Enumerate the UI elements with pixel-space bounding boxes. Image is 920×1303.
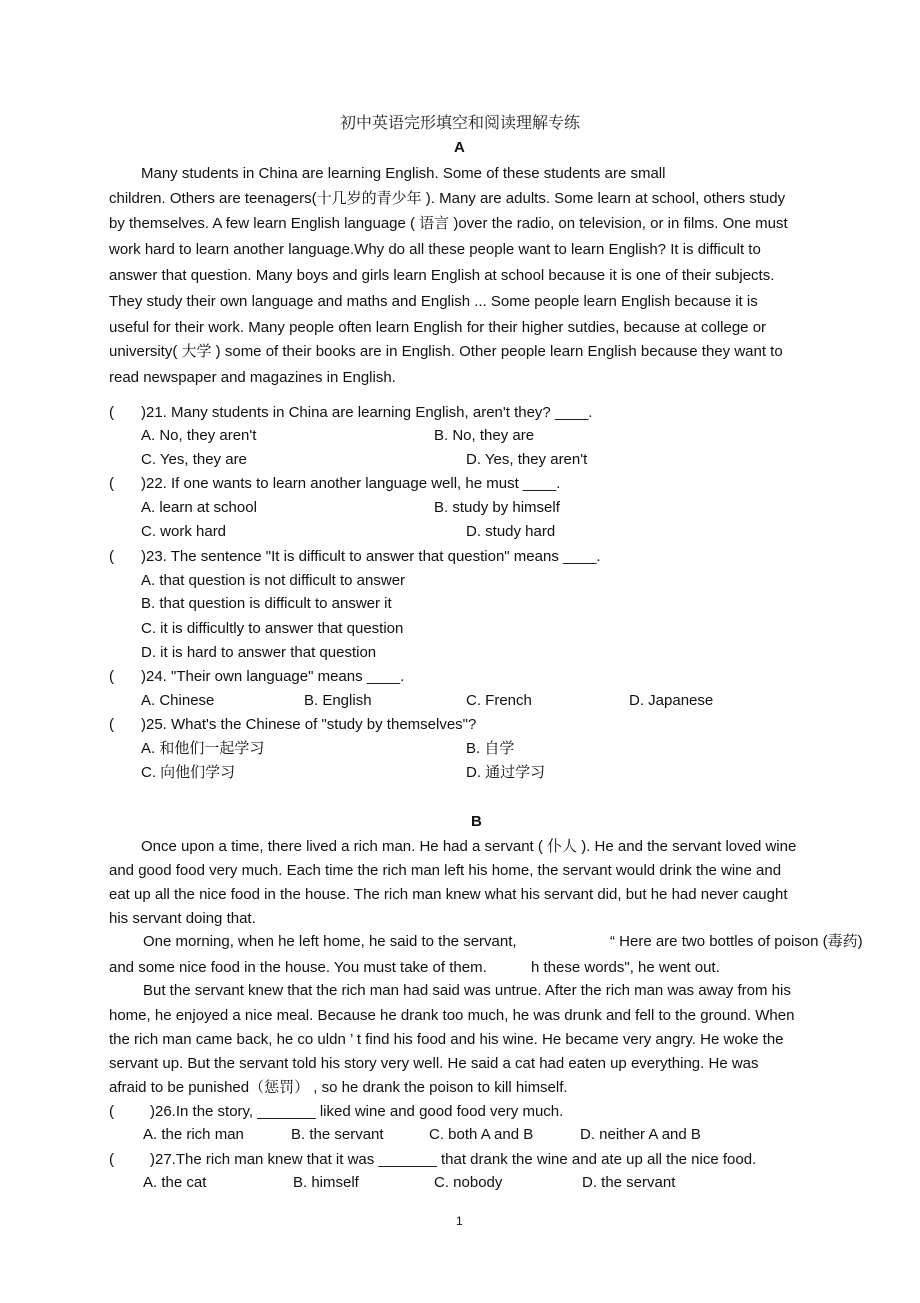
option-d: D. neither A and B [580,1126,701,1143]
passage-line: Many students in China are learning English. Some of these students are small [141,165,666,182]
option-d: D. 通过学习 [466,764,546,781]
passage-line: answer that question. Many boys and girls learn English at school because it is one of their subjects. [109,267,775,284]
question-stem: )21. Many students in China are learning English, aren't they? ____. [141,404,593,421]
option-d: D. study hard [466,523,556,540]
passage-line: One morning, when he left home, he said to the servant, [143,933,517,950]
passage-line: servant up. But the servant told his story very well. He said a cat had eaten up everything. He was [109,1055,759,1072]
answer-blank[interactable]: ( [109,404,114,421]
option-d: D. it is hard to answer that question [141,644,377,661]
question-stem: )22. If one wants to learn another language well, he must ____. [141,475,561,492]
option-d: D. Japanese [629,692,714,709]
passage-line: by themselves. A few learn English language ( 语言 )over the radio, on television, or in films. One must [109,215,788,232]
answer-blank[interactable]: ( [109,668,114,685]
passage-line: university( 大学 ) some of their books are in English. Other people learn English because they want to [109,343,783,360]
question-stem: )26.In the story, _______ liked wine and good food very much. [150,1103,564,1120]
option-c: C. work hard [141,523,227,540]
section-a-heading: A [454,139,465,156]
passage-line: h these words", he went out. [531,959,720,976]
option-b: B. English [304,692,372,709]
question-stem: )24. "Their own language" means ____. [141,668,405,685]
section-b-heading: B [471,813,482,830]
option-b: B. 自学 [466,740,515,757]
passage-line: children. Others are teenagers(十几岁的青少年 ). Many are adults. Some learn at school, others study [109,190,786,207]
option-b: B. study by himself [434,499,560,516]
option-c: C. it is difficultly to answer that question [141,620,404,637]
passage-line: They study their own language and maths and English ... Some people learn English because it is [109,293,758,310]
option-a: A. Chinese [141,692,215,709]
option-d: D. Yes, they aren't [466,451,588,468]
passage-line: But the servant knew that the rich man had said was untrue. After the rich man was away from his [143,982,791,999]
passage-line: useful for their work. Many people often learn English for their higher sutdies, because at college or [109,319,767,336]
question-stem: )25. What's the Chinese of "study by themselves"? [141,716,477,733]
document-title: 初中英语完形填空和阅读理解专练 [339,113,580,132]
passage-line: home, he enjoyed a nice meal. Because he drank too much, he was drunk and fell to the ground. When [109,1007,795,1024]
passage-line: work hard to learn another language.Why do all these people want to learn English? It is difficult to [109,241,761,258]
option-a: A. 和他们一起学习 [141,740,265,757]
passage-line: “ Here are two bottles of poison (毒药) [610,933,863,950]
option-b: B. No, they are [434,427,535,444]
option-c: C. French [466,692,532,709]
passage-line: and good food very much. Each time the rich man left his home, the servant would drink the wine and [109,862,782,879]
option-a: A. the cat [143,1174,207,1191]
page-number: 1 [456,1214,463,1228]
option-a: A. that question is not difficult to answer [141,572,406,589]
passage-line: eat up all the nice food in the house. The rich man knew what his servant did, but he had never caught [109,886,788,903]
answer-blank[interactable]: ( [109,1103,114,1120]
answer-blank[interactable]: ( [109,548,114,565]
answer-blank[interactable]: ( [109,475,114,492]
passage-line: afraid to be punished（惩罚） , so he drank the poison to kill himself. [109,1079,568,1096]
option-a: A. No, they aren't [141,427,257,444]
passage-line: read newspaper and magazines in English. [109,369,396,386]
option-b: B. himself [293,1174,359,1191]
option-b: B. that question is difficult to answer it [141,595,392,612]
option-d: D. the servant [582,1174,676,1191]
option-c: C. 向他们学习 [141,764,236,781]
passage-line: the rich man came back, he co uldn ’ t find his food and his wine. He became very angry. He woke the [109,1031,784,1048]
passage-line: his servant doing that. [109,910,256,927]
answer-blank[interactable]: ( [109,1151,114,1168]
option-b: B. the servant [291,1126,384,1143]
option-a: A. the rich man [143,1126,244,1143]
question-stem: )23. The sentence "It is difficult to answer that question" means ____. [141,548,601,565]
passage-line: and some nice food in the house. You must take of them. [109,959,487,976]
option-a: A. learn at school [141,499,257,516]
question-stem: )27.The rich man knew that it was _______ that drank the wine and ate up all the nice food. [150,1151,757,1168]
answer-blank[interactable]: ( [109,716,114,733]
option-c: C. Yes, they are [141,451,247,468]
option-c: C. both A and B [429,1126,534,1143]
option-c: C. nobody [434,1174,503,1191]
passage-line: Once upon a time, there lived a rich man. He had a servant ( 仆人 ). He and the servant loved wine [141,838,797,855]
